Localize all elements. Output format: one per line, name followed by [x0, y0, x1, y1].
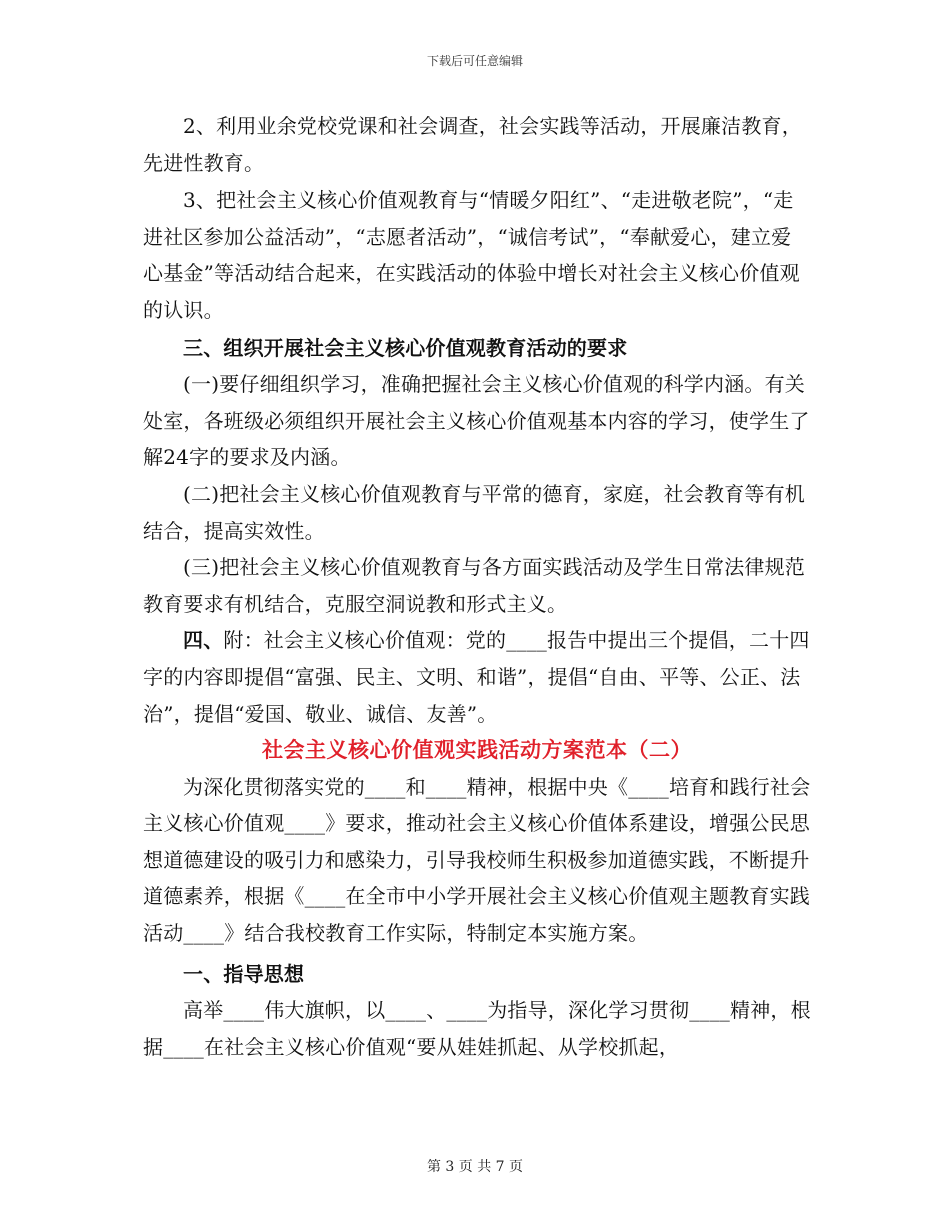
paragraph-item-2: 2、利用业余党校党课和社会调查，社会实践等活动，开展廉洁教育，先进性教育。	[143, 114, 802, 175]
appendix-text: 附：社会主义核心价值观：党的____报告中提出三个提倡，二十四字的内容即提倡“富强、民主、文明、和谐”，提倡“自由、平等、公正、法治”，提倡“爱国、敬业、诚信、友善”。	[143, 628, 810, 726]
header-note: 下载后可任意编辑	[426, 54, 523, 68]
paragraph-requirement-1: (一)要仔细组织学习，准确把握社会主义核心价值观的科学内涵。有关处室，各班级必须组织开展社会主义核心价值观基本内容的学习，使学生了解24字的要求及内涵。	[143, 372, 810, 470]
heading-guiding-thought: 一、指导思想	[183, 961, 305, 986]
document-body	[143, 108, 811, 1065]
paragraph-intro: 为深化贯彻落实党的____和____精神，根据中央《____培育和践行社会主义核心价值观____》要求，推动社会主义核心价值体系建设，增强公民思想道德建设的吸引力和感染力，引导我校师生积极参加道德实践，不断提升道德素养，根据《____在全市中小学开展社会主义核心价值观主题教育实践活动____》结合我校教育工作实际，特制定本实施方案。	[143, 774, 811, 946]
page-footer: 第 3 页 共 7 页	[426, 1159, 524, 1175]
paragraph-requirement-3: (三)把社会主义核心价值观教育与各方面实践活动及学生日常法律规范教育要求有机结合，克服空洞说教和形式主义。	[143, 555, 806, 616]
heading-requirements: 三、组织开展社会主义核心价值观教育活动的要求	[183, 335, 628, 360]
paragraph-appendix	[143, 622, 811, 732]
paragraph-guiding-thought: 高举____伟大旗帜，以____、____为指导，深化学习贯彻____精神，根据____在社会主义核心价值观“要从娃娃抓起、从学校抓起，	[143, 998, 811, 1059]
section-title: 社会主义核心价值观实践活动方案范本（二）	[262, 737, 692, 763]
paragraph-requirement-2: (二)把社会主义核心价值观教育与平常的德育，家庭，社会教育等有机结合，提高实效性。	[143, 481, 806, 543]
paragraph-item-3: 3、把社会主义核心价值观教育与“情暖夕阳红”、“走进敬老院”，“走进社区参加公益活动”，“志愿者活动”，“诚信考试”，“奉献爱心，建立爱心基金”等活动结合起来，在实践活动的体验中增长对社会主义核心价值观的认识。	[143, 188, 800, 322]
appendix-lead: 四、	[183, 628, 224, 653]
